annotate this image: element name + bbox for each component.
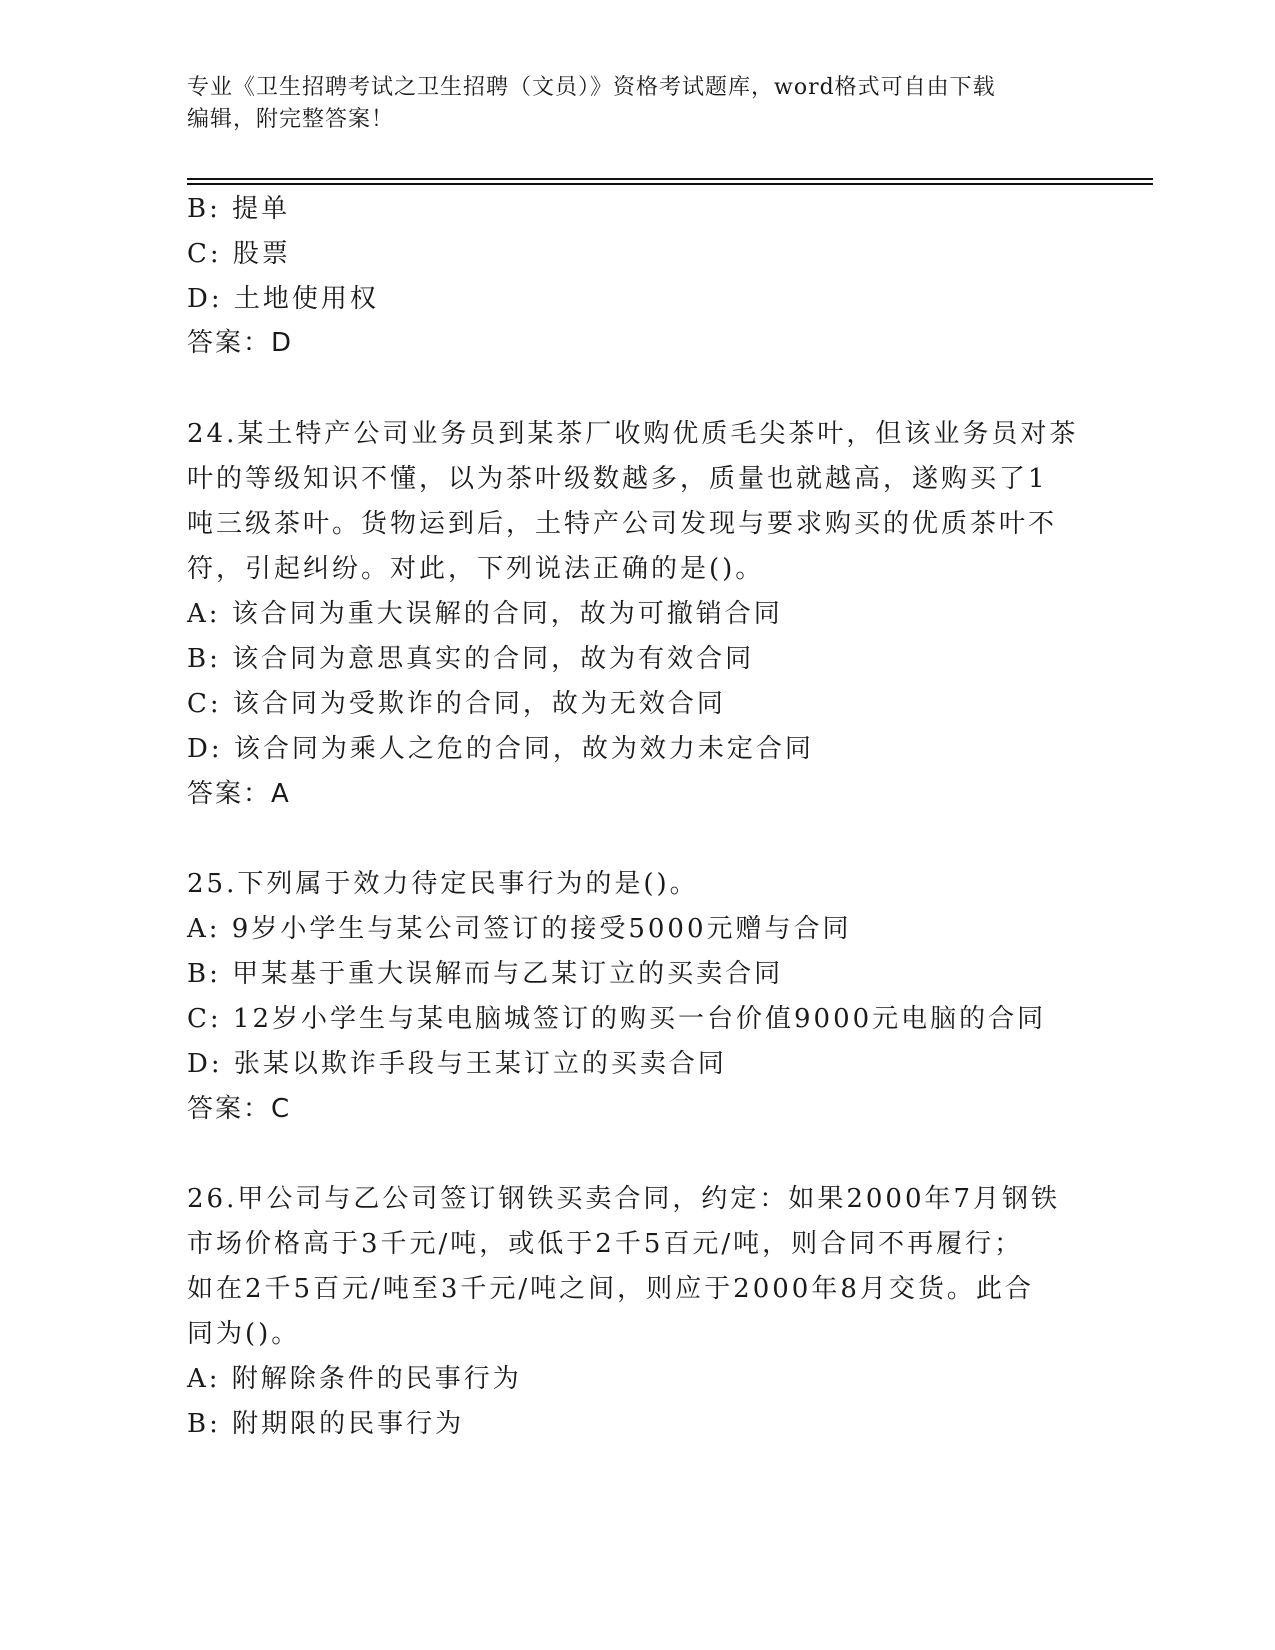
- document-header: [187, 72, 1067, 136]
- option-b: B: 甲某基于重大误解而与乙某订立的买卖合同: [187, 959, 784, 989]
- answer-label: 答案：A: [187, 779, 291, 809]
- header-line-2: 编辑，附完整答案！: [187, 107, 395, 132]
- option-d: D: 土地使用权: [187, 284, 379, 314]
- option-d: D: 张某以欺诈手段与王某订立的买卖合同: [187, 1049, 727, 1079]
- question-26-text: 市场价格高于3千元/吨，或低于2千5百元/吨，则合同不再履行；: [187, 1229, 1024, 1259]
- header-divider-bottom: [187, 183, 1153, 185]
- option-c: C: 12岁小学生与某电脑城签订的购买一台价值9000元电脑的合同: [187, 1004, 1047, 1034]
- option-b: B: 该合同为意思真实的合同，故为有效合同: [187, 644, 755, 674]
- answer-label: 答案：C: [187, 1094, 292, 1124]
- question-24-text: 叶的等级知识不懂，以为茶叶级数越多，质量也就越高，遂购买了1: [187, 464, 1048, 494]
- option-c: C: 股票: [187, 239, 291, 269]
- option-b: B: 附期限的民事行为: [187, 1409, 465, 1439]
- header-line-1: 专业《卫生招聘考试之卫生招聘（文员）》资格考试题库，word格式可自由下载: [187, 75, 996, 100]
- option-a: A: 9岁小学生与某公司签订的接受5000元赠与合同: [187, 914, 852, 944]
- question-26-text: 26.甲公司与乙公司签订钢铁买卖合同，约定：如果2000年7月钢铁: [187, 1184, 1061, 1214]
- question-24-text: 符，引起纠纷。对此，下列说法正确的是()。: [187, 554, 765, 584]
- option-c: C: 该合同为受欺诈的合同，故为无效合同: [187, 689, 726, 719]
- question-26-text: 如在2千5百元/吨至3千元/吨之间，则应于2000年8月交货。此合: [187, 1274, 1034, 1304]
- option-a: A: 该合同为重大误解的合同，故为可撤销合同: [187, 599, 783, 629]
- header-divider-top: [187, 178, 1153, 180]
- question-25-text: 25.下列属于效力待定民事行为的是()。: [187, 869, 699, 899]
- question-24-text: 24.某土特产公司业务员到某茶厂收购优质毛尖茶叶，但该业务员对茶: [187, 419, 1079, 449]
- question-24-text: 吨三级茶叶。货物运到后，土特产公司发现与要求购买的优质茶叶不: [187, 509, 1058, 539]
- answer-label: 答案：D: [187, 328, 294, 358]
- question-26-text: 同为()。: [187, 1319, 301, 1349]
- option-d: D: 该合同为乘人之危的合同，故为效力未定合同: [187, 734, 814, 764]
- option-b: B: 提单: [187, 194, 291, 224]
- option-a: A: 附解除条件的民事行为: [187, 1364, 522, 1394]
